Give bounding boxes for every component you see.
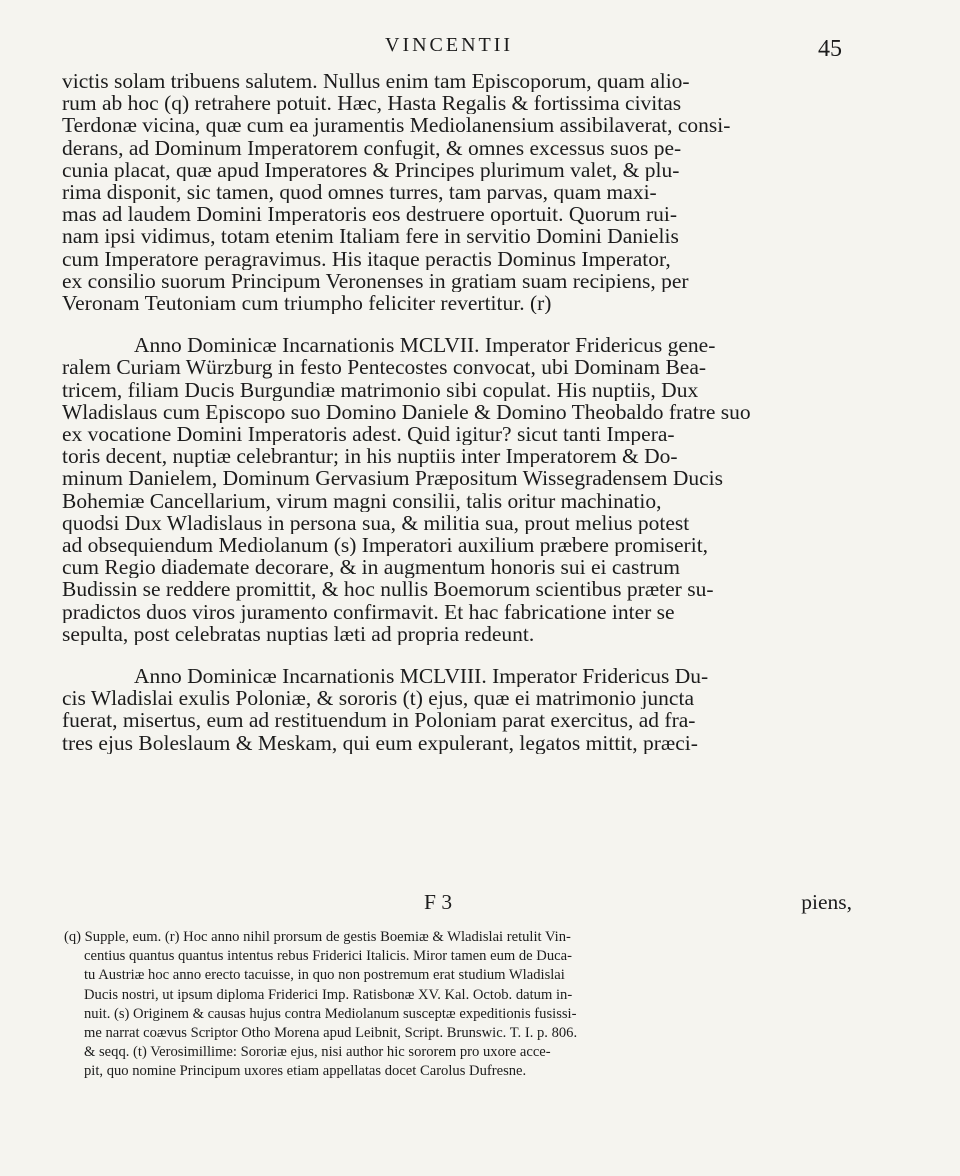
text-line: rima disponit, sic tamen, quod omnes turres, tam parvas, quam maxi-: [62, 181, 657, 204]
text-line: ad obsequiendum Mediolanum (s) Imperatori auxilium præbere promiserit,: [62, 534, 709, 557]
running-head: VINCENTII: [385, 34, 514, 56]
text-line: fuerat, misertus, eum ad restituendum in Poloniam parat exercitus, ad fra-: [62, 709, 696, 732]
text-line: Budissin se reddere promittit, & hoc nullis Boemorum scientibus præter su-: [62, 578, 714, 601]
text-line: ex vocatione Domini Imperatoris adest. Quid igitur? sicut tanti Impera-: [62, 423, 675, 446]
footnote-line: (q) Supple, eum. (r) Hoc anno nihil prorsum de gestis Boemiæ & Wladislai retulit Vin-: [64, 929, 571, 945]
page-header: [0, 34, 960, 64]
footnote-line: nuit. (s) Originem & causas hujus contra Mediolanum susceptæ expeditionis fusissi-: [84, 1005, 577, 1022]
page-number: 45: [818, 36, 842, 62]
text-line: ralem Curiam Würzburg in festo Pentecostes convocat, ubi Dominam Bea-: [62, 356, 707, 379]
main-text: [62, 70, 852, 754]
paragraph-1: [62, 70, 852, 314]
signature-mark: F 3: [424, 890, 453, 914]
text-line: mas ad laudem Domini Imperatoris eos destruere oportuit. Quorum rui-: [62, 203, 677, 226]
text-line: nam ipsi vidimus, totam etenim Italiam fere in servitio Domini Danielis: [62, 225, 679, 248]
text-line: tres ejus Boleslaum & Meskam, qui eum expulerant, legatos mittit, præci-: [62, 731, 698, 754]
text-line: cis Wladislai exulis Poloniæ, & sororis (t) ejus, quæ ei matrimonio juncta: [62, 687, 694, 710]
text-line: rum ab hoc (q) retrahere potuit. Hæc, Hasta Regalis & fortissima civitas: [62, 92, 682, 115]
text-line: derans, ad Dominum Imperatorem confugit, & omnes excessus suos pe-: [62, 136, 682, 159]
text-line: cunia placat, quæ apud Imperatores & Principes plurimum valet, & plu-: [62, 158, 680, 182]
footnote-line: me narrat coævus Scriptor Otho Morena apud Leibnit, Script. Brunswic. T. I. p. 806.: [84, 1025, 578, 1042]
text-line: cum Imperatore peragravimus. His itaque peractis Dominus Imperator,: [62, 247, 671, 270]
signature-line: [62, 890, 852, 914]
text-line: cum Regio diademate decorare, & in augmentum honoris sui ei castrum: [62, 556, 680, 579]
text-line: victis solam tribuens salutem. Nullus enim tam Episcoporum, quam alio-: [62, 70, 690, 93]
text-line: Wladislaus cum Episcopo suo Domino Daniele & Domino Theobaldo fratre suo: [62, 400, 751, 424]
text-line: tricem, filiam Ducis Burgundiæ matrimonio sibi copulat. His nuptiis, Dux: [62, 378, 699, 401]
footnote-line: centius quantus quantus intentus rebus Friderici Italicis. Miror tamen eum de Duca-: [84, 948, 572, 965]
catchword: piens,: [801, 890, 852, 914]
text-line: toris decent, nuptiæ celebrantur; in his nuptiis inter Imperatorem & Do-: [62, 445, 678, 468]
text-line: minum Danielem, Dominum Gervasium Præpositum Wissegradensem Ducis: [62, 467, 723, 490]
footnotes: [64, 928, 854, 1082]
text-line: sepulta, post celebratas nuptias læti ad propria redeunt.: [62, 622, 535, 646]
text-line: pradictos duos viros juramento confirmavit. Et hac fabricatione inter se: [62, 600, 675, 623]
text-line: Bohemiæ Cancellarium, virum magni consilii, talis oritur machinatio,: [62, 489, 662, 512]
text-line: Veronam Teutoniam cum triumpho feliciter revertitur. (r): [62, 292, 552, 315]
text-line: Terdonæ vicina, quæ cum ea juramentis Mediolanensium assibilaverat, consi-: [62, 114, 731, 137]
paragraph-2: [62, 334, 852, 645]
footnote-line: & seqq. (t) Verosimillime: Sororiæ ejus, nisi author hic sororem pro uxore acce-: [84, 1044, 551, 1061]
text-line: Anno Dominicæ Incarnationis MCLVIII. Imperator Fridericus Du-: [134, 665, 709, 688]
footnote-line: tu Austriæ hoc anno erecto tacuisse, in quo non postremum erat studium Wladislai: [84, 967, 565, 984]
paragraph-3: [62, 665, 852, 754]
footnote-line: pit, quo nomine Principum uxores etiam appellatas docet Carolus Dufresne.: [84, 1063, 527, 1080]
text-line: ex consilio suorum Principum Veronenses in gratiam suam recipiens, per: [62, 269, 689, 293]
footnote-line: Ducis nostri, ut ipsum diploma Friderici Imp. Ratisbonæ XV. Kal. Octob. datum in-: [84, 986, 573, 1003]
text-line: Anno Dominicæ Incarnationis MCLVII. Imperator Fridericus gene-: [134, 334, 716, 357]
text-line: quodsi Dux Wladislaus in persona sua, & militia sua, prout melius potest: [62, 511, 690, 535]
